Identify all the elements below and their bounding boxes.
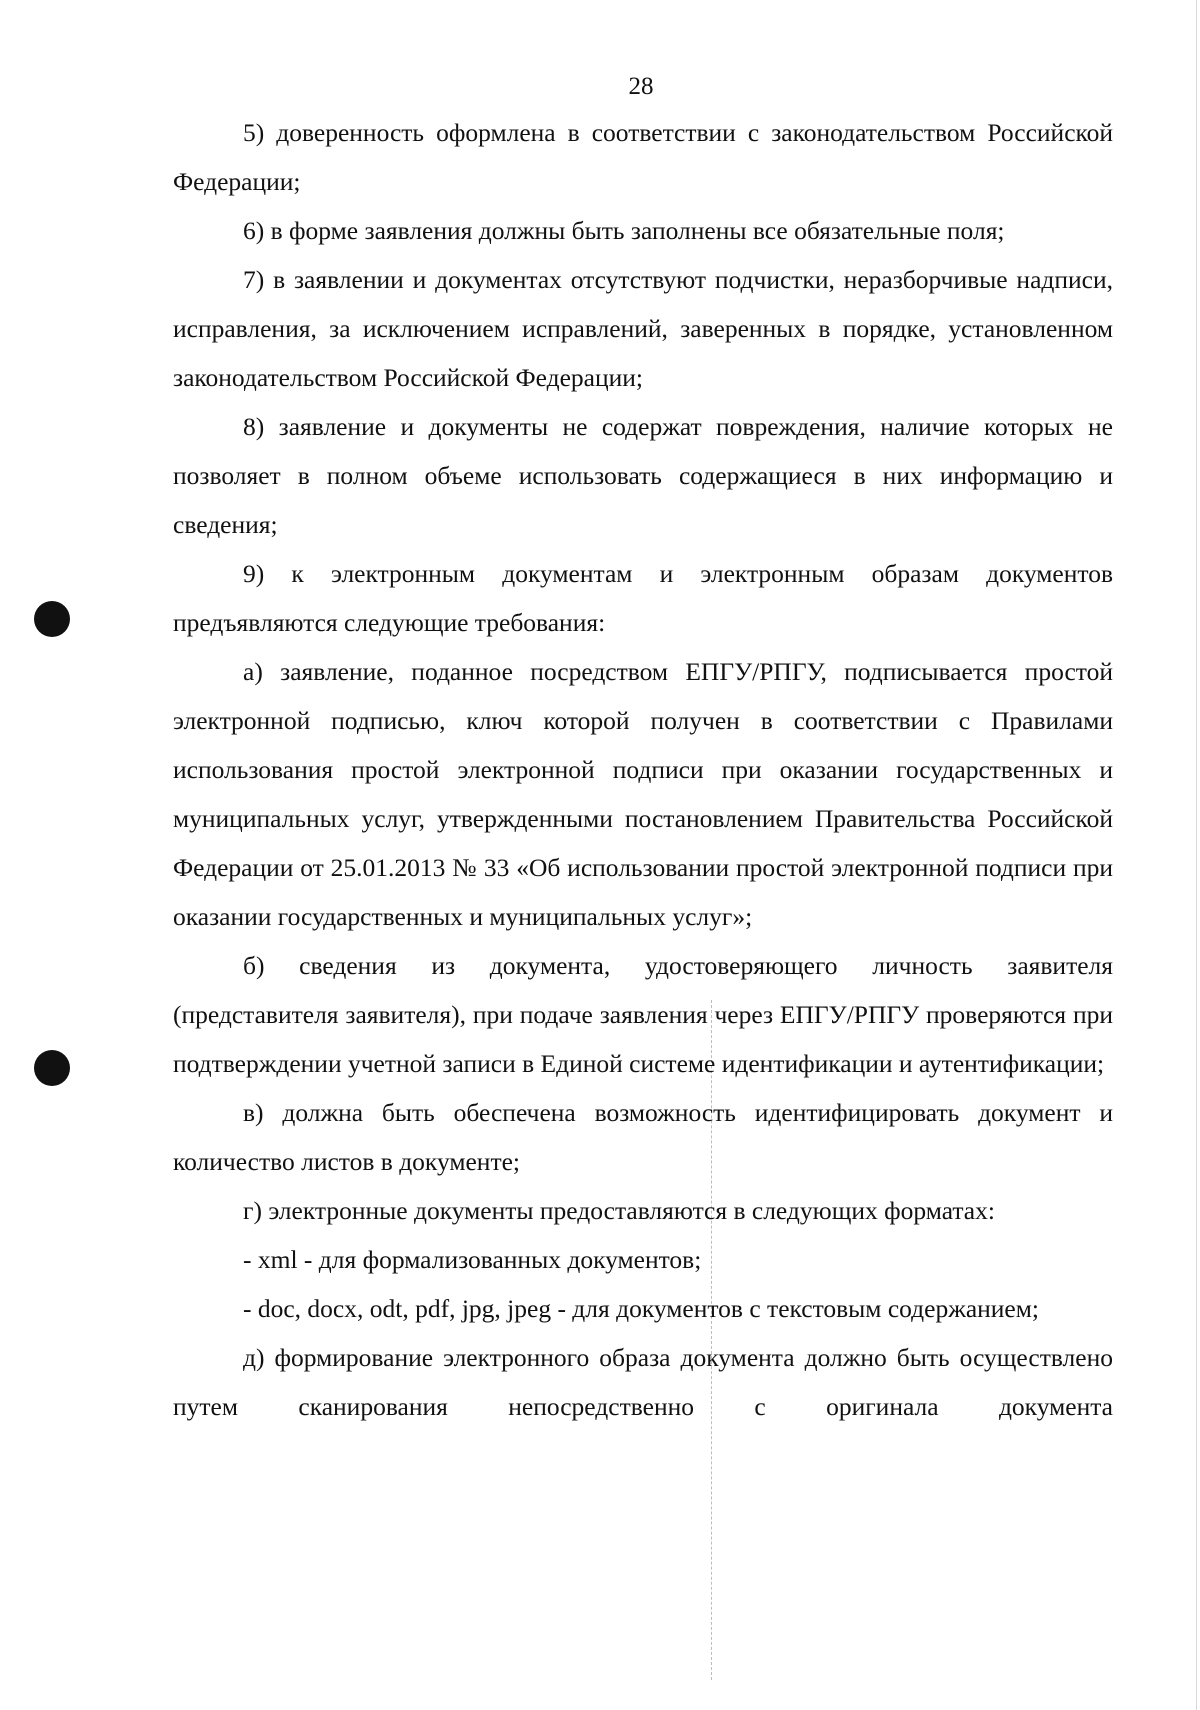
document-body bbox=[173, 108, 1113, 1431]
punch-hole-top bbox=[34, 601, 70, 637]
paragraph-subitem-v: в) должна быть обеспечена возможность идентифицировать документ и количество листов в документе; bbox=[173, 1098, 1113, 1176]
paragraph-subitem-g: г) электронные документы предоставляются в следующих форматах: bbox=[243, 1196, 995, 1225]
format-list-item-text: - doc, docx, odt, pdf, jpg, jpeg - для документов с текстовым содержанием; bbox=[243, 1294, 1039, 1323]
paragraph-subitem-a: а) заявление, поданное посредством ЕПГУ/РПГУ, подписывается простой электронной подписью, ключ которой получен в соответствии с Правилами использования простой электронной подписи при оказании государственных и муниципальных услуг, утвержденными постановлением Правительства Российской Федерации от 25.01.2013 № 33 «Об использовании простой электронной подписи при оказании государственных и муниципальных услуг»; bbox=[173, 657, 1113, 931]
paragraph-item-7: 7) в заявлении и документах отсутствуют подчистки, неразборчивые надписи, исправления, за исключением исправлений, заверенных в порядке, установленном законодательством Российской Федерации; bbox=[173, 265, 1113, 392]
paragraph-subitem-d: д) формирование электронного образа документа должно быть осуществлено путем сканирования непосредственно с оригинала документа bbox=[173, 1343, 1113, 1421]
paragraph-subitem-b: б) сведения из документа, удостоверяющего личность заявителя (представителя заявителя), при подаче заявления через ЕПГУ/РПГУ проверяются при подтверждении учетной записи в Единой системе идентификации и аутентификации; bbox=[173, 951, 1113, 1078]
paragraph-item-5: 5) доверенность оформлена в соответствии с законодательством Российской Федерации; bbox=[173, 118, 1113, 196]
punch-hole-bottom bbox=[34, 1050, 70, 1086]
page-edge-line bbox=[1196, 0, 1197, 1710]
page-number: 28 bbox=[628, 73, 654, 100]
paragraph-item-6: 6) в форме заявления должны быть заполнены все обязательные поля; bbox=[243, 216, 1005, 245]
paragraph-item-8: 8) заявление и документы не содержат повреждения, наличие которых не позволяет в полном объеме использовать содержащиеся в них информацию и сведения; bbox=[173, 412, 1113, 539]
format-list-item-xml: - xml - для формализованных документов; bbox=[243, 1245, 702, 1274]
paragraph-item-9: 9) к электронным документам и электронным образам документов предъявляются следующие требования: bbox=[173, 559, 1113, 637]
